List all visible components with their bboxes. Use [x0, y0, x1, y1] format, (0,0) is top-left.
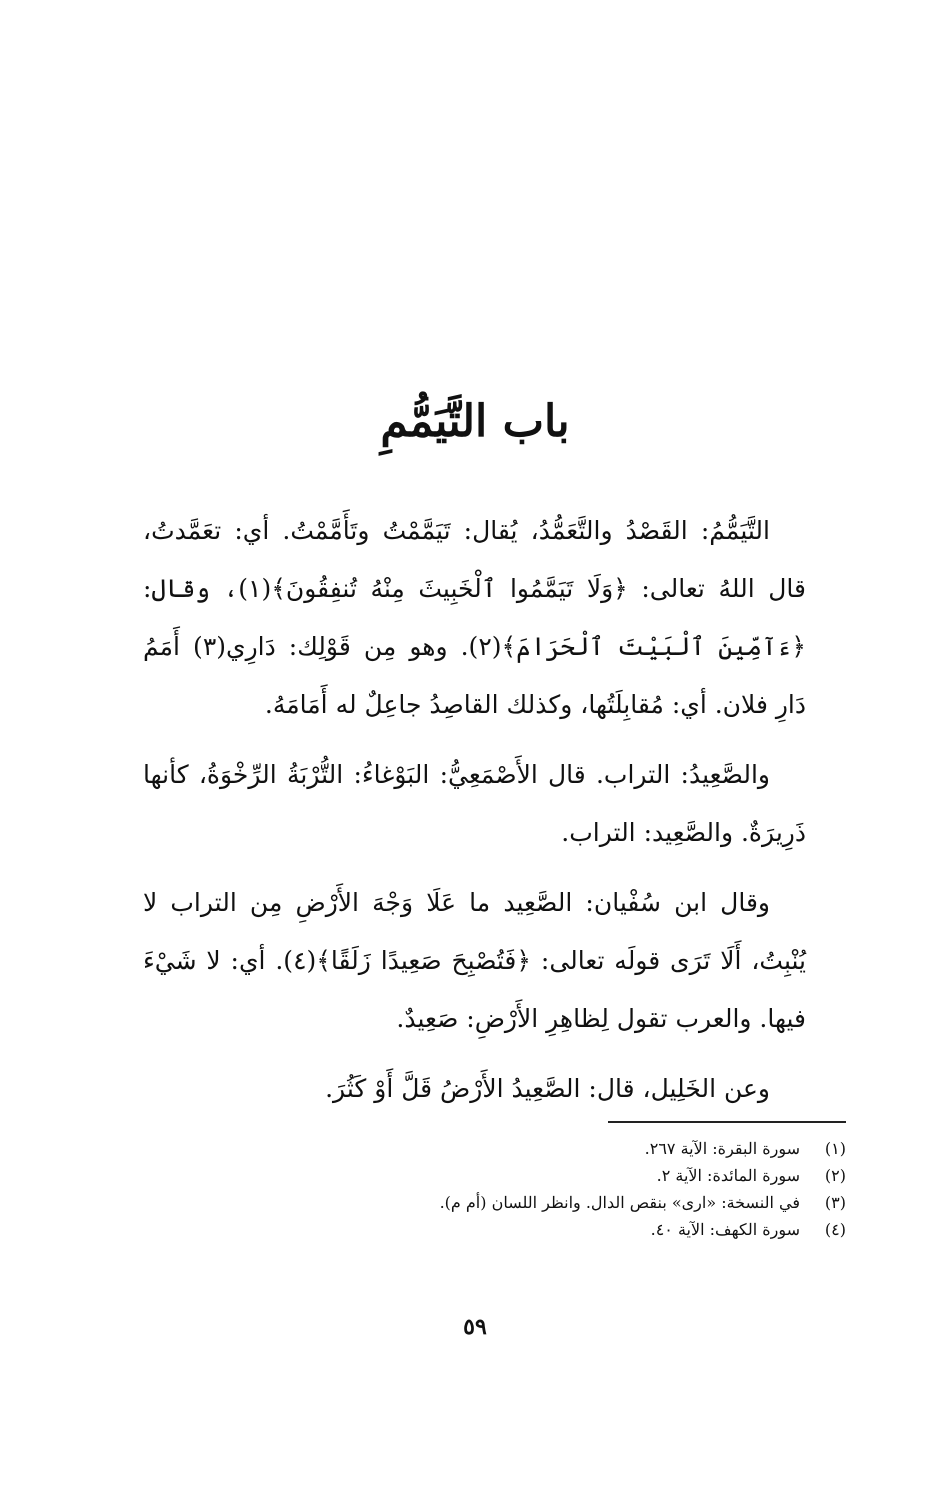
page-number: ٥٩ — [463, 1314, 487, 1340]
footnote-text: في النسخة: «ارى» بنقص الدال. وانظر اللسان (أم م). — [439, 1193, 800, 1212]
footnote-number: (٣) — [824, 1193, 846, 1212]
footnote — [126, 1216, 846, 1243]
footnote-divider — [608, 1121, 846, 1123]
footnote — [126, 1189, 846, 1216]
paragraph: التَّيَمُّمُ: القَصْدُ والتَّعَمُّدُ، يُقال: تَيَمَّمْتُ وتَأَمَّمْتُ. أي: تعَمَّدتُ، قال اللهُ تعالى: ﴿وَلَا تَيَمَّمُوا ٱلْخَبِيثَ مِنْهُ تُنفِقُونَ﴾(١)، وقال: ﴿ءَآمِّينَ ٱلْبَيْتَ ٱلْحَرَامَ﴾(٢). وهو مِن قَوْلِك: دَارِي(٣) أَمَمُ دَارِ فلان. أي: مُقابِلَتُها، وكذلك القاصِدُ جاعِلٌ له أَمَامَهُ. — [143, 516, 807, 719]
chapter-title: باب التَّيَمُّمِ — [380, 396, 570, 447]
footnote-text: سورة الكهف: الآية ٤٠. — [650, 1220, 800, 1239]
footnote-text: سورة البقرة: الآية ٢٦٧. — [644, 1139, 800, 1158]
footnote-number: (٤) — [824, 1220, 846, 1239]
paragraph: والصَّعِيدُ: التراب. قال الأَصْمَعِيُّ: البَوْغاءُ: التُّرْبَةُ الرِّخْوَةُ، كأنها ذَرِيرَةٌ. والصَّعِيد: التراب. — [143, 760, 806, 847]
footnote-number: (٢) — [824, 1166, 846, 1185]
paragraph: وعن الخَلِيل، قال: الصَّعِيدُ الأَرْضُ قَلَّ أَوْ كَثُرَ. — [325, 1074, 770, 1103]
body-text — [143, 502, 806, 1130]
paragraph: وقال ابن سُفْيان: الصَّعِيد ما عَلَا وَجْهَ الأَرْضِ مِن التراب لا يُنْبِتُ، أَلَا تَرَى قولَه تعالى: ﴿فَتُصْبِحَ صَعِيدًا زَلَقًا﴾(٤). أي: لا شَيْءَ فيها. والعرب تقول لِظاهِرِ الأَرْضِ: صَعِيدٌ. — [143, 888, 806, 1033]
footnote-text: سورة المائدة: الآية ٢. — [656, 1166, 800, 1185]
footnote — [126, 1135, 846, 1162]
footnote — [126, 1162, 846, 1189]
footnotes — [126, 1135, 846, 1243]
footnote-number: (١) — [824, 1139, 846, 1158]
